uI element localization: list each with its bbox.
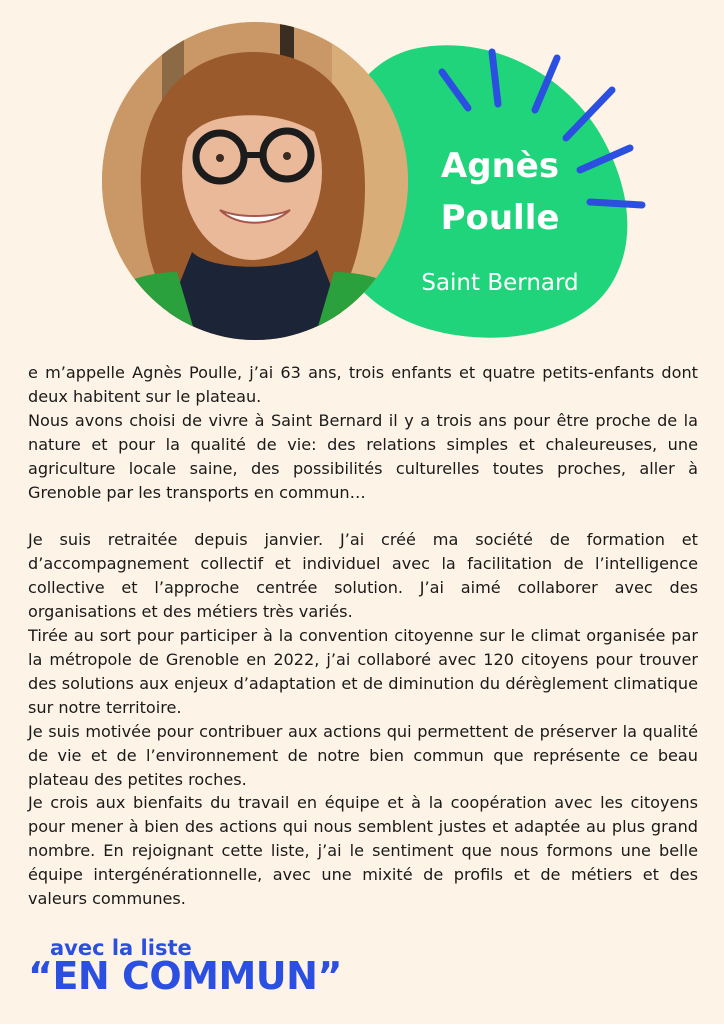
ray-4 bbox=[566, 90, 612, 138]
portrait-photo bbox=[102, 22, 408, 340]
paragraph-motivation: Je suis motivée pour contribuer aux actions qui permettent de préserver la qualité de vie et de l’environnement de notre bien commun que représente ce beau plateau des petites roches. bbox=[28, 721, 698, 789]
person-name bbox=[400, 140, 600, 244]
paragraph-career: Je suis retraitée depuis janvier. J’ai créé ma société de formation et d’accompagnement collectif et individuel avec la facilitation de l’intelligence collective et l’approche centrée solution. J’ai aimé collaborer avec des organisations et des métiers très variés. bbox=[28, 530, 698, 622]
ray-3 bbox=[535, 58, 557, 110]
paragraph-teamwork: Je crois aux bienfaits du travail en équipe et à la coopération avec les citoyens pour mener à bien des actions qui nous semblent justes et adaptée au plus grand nombre. En rejoignant cette liste, j’ai le sentiment que nous formons une belle équipe intergénérationnelle, avec une mixité de profils et de métiers et des valeurs communes. bbox=[28, 793, 698, 909]
ray-2 bbox=[492, 52, 498, 104]
name-last: Poulle bbox=[440, 198, 560, 238]
ray-1 bbox=[442, 72, 468, 108]
portrait-illustration bbox=[102, 22, 408, 340]
paragraph-convention: Tirée au sort pour participer à la convention citoyenne sur le climat organisée par la métropole de Grenoble en 2022, j’ai collaboré avec 120 citoyens pour trouver des solutions aux enjeux d’adaptation et de diminution du dérèglement climatique sur notre territoire. bbox=[28, 626, 698, 717]
list-tagline: avec la liste bbox=[50, 936, 192, 960]
name-first: Agnès bbox=[440, 146, 560, 186]
biography-text bbox=[28, 361, 698, 911]
location-label: Saint Bernard bbox=[421, 270, 579, 296]
list-name-logo: “EN COMMUN” bbox=[28, 954, 342, 998]
paragraph-intro: e m’appelle Agnès Poulle, j’ai 63 ans, trois enfants et quatre petits-enfants dont deux habitent sur le plateau. bbox=[28, 363, 698, 406]
paragraph-spacer bbox=[28, 504, 698, 528]
paragraph-choice: Nous avons choisi de vivre à Saint Bernard il y a trois ans pour être proche de la nature et pour la qualité de vie: des relations simples et chaleureuses, une agriculture locale saine, des possibilités culturelles toutes proches, aller à Grenoble par les transports en commun… bbox=[28, 410, 698, 502]
